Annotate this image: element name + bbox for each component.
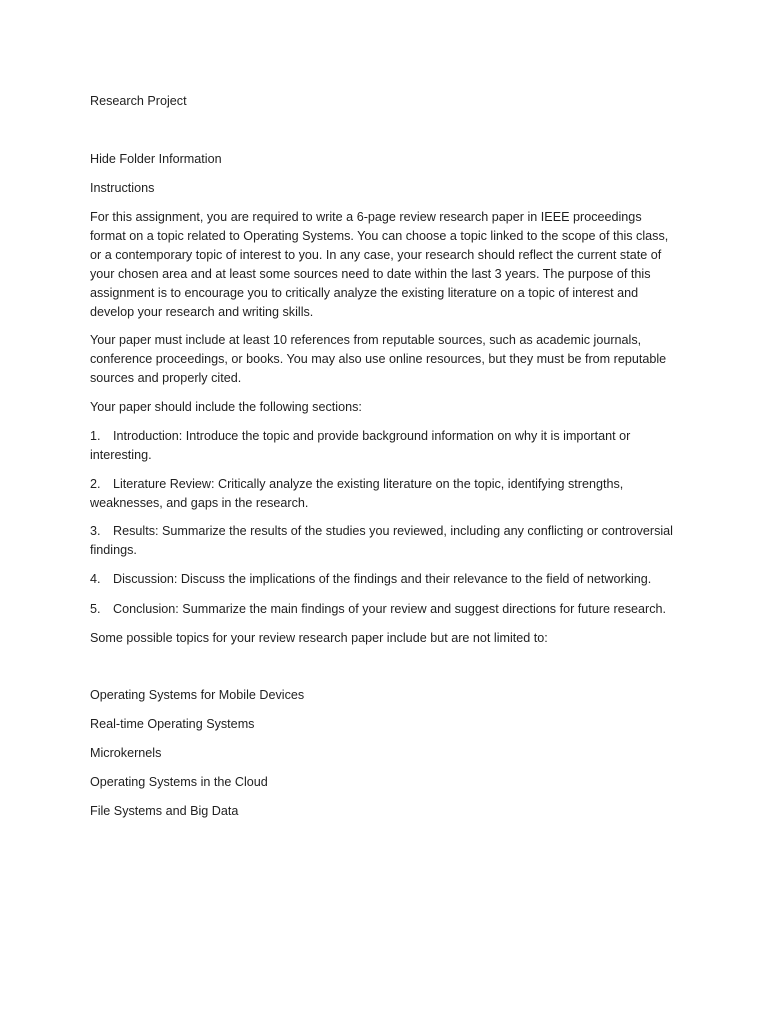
paragraph-references: Your paper must include at least 10 references from reputable sources, such as academic journals, conference proceedings, or books. You may also use online resources, but they must be from reputable sources and properly cited. bbox=[90, 333, 667, 385]
list-item-text: Conclusion: Summarize the main findings of your review and suggest directions for future research. bbox=[113, 602, 666, 616]
topics-intro: Some possible topics for your review research paper include but are not limited to: bbox=[90, 631, 548, 645]
document-title: Research Project bbox=[90, 94, 187, 108]
topic-item: File Systems and Big Data bbox=[90, 804, 239, 818]
list-item-text: Discussion: Discuss the implications of the findings and their relevance to the field of networking. bbox=[113, 572, 652, 586]
list-item bbox=[90, 522, 680, 560]
list-item-number: 4. bbox=[90, 572, 101, 586]
hide-folder-information-link[interactable]: Hide Folder Information bbox=[90, 152, 222, 166]
list-item-number: 2. bbox=[90, 477, 101, 491]
instructions-heading: Instructions bbox=[90, 181, 155, 195]
topic-item: Microkernels bbox=[90, 746, 162, 760]
list-item-number: 3. bbox=[90, 524, 101, 538]
paragraph-sections-intro: Your paper should include the following sections: bbox=[90, 400, 362, 414]
list-item bbox=[90, 427, 680, 465]
list-item bbox=[90, 475, 680, 513]
paragraph-assignment-overview: For this assignment, you are required to write a 6-page review research paper in IEEE proceedings format on a topic related to Operating Systems. You can choose a topic linked to the scope of this class, or a contemporary topic of interest to you. In any case, your research should reflect the current state of your chosen area and at least some sources need to date within the last 3 years. The purpose of this assignment is to encourage you to critically analyze the existing literature on a topic of interest and develop your research and writing skills. bbox=[90, 210, 669, 319]
list-item-number: 5. bbox=[90, 602, 101, 616]
list-item bbox=[90, 570, 680, 589]
list-item-text: Introduction: Introduce the topic and provide background information on why it is important or interesting. bbox=[90, 429, 631, 462]
list-item-text: Results: Summarize the results of the studies you reviewed, including any conflicting or controversial findings. bbox=[90, 524, 673, 557]
topic-item: Operating Systems for Mobile Devices bbox=[90, 688, 305, 702]
list-item bbox=[90, 600, 680, 619]
list-item-text: Literature Review: Critically analyze the existing literature on the topic, identifying strengths, weaknesses, and gaps in the research. bbox=[90, 477, 624, 510]
topic-item: Real-time Operating Systems bbox=[90, 717, 255, 731]
list-item-number: 1. bbox=[90, 429, 101, 443]
topic-item: Operating Systems in the Cloud bbox=[90, 775, 268, 789]
